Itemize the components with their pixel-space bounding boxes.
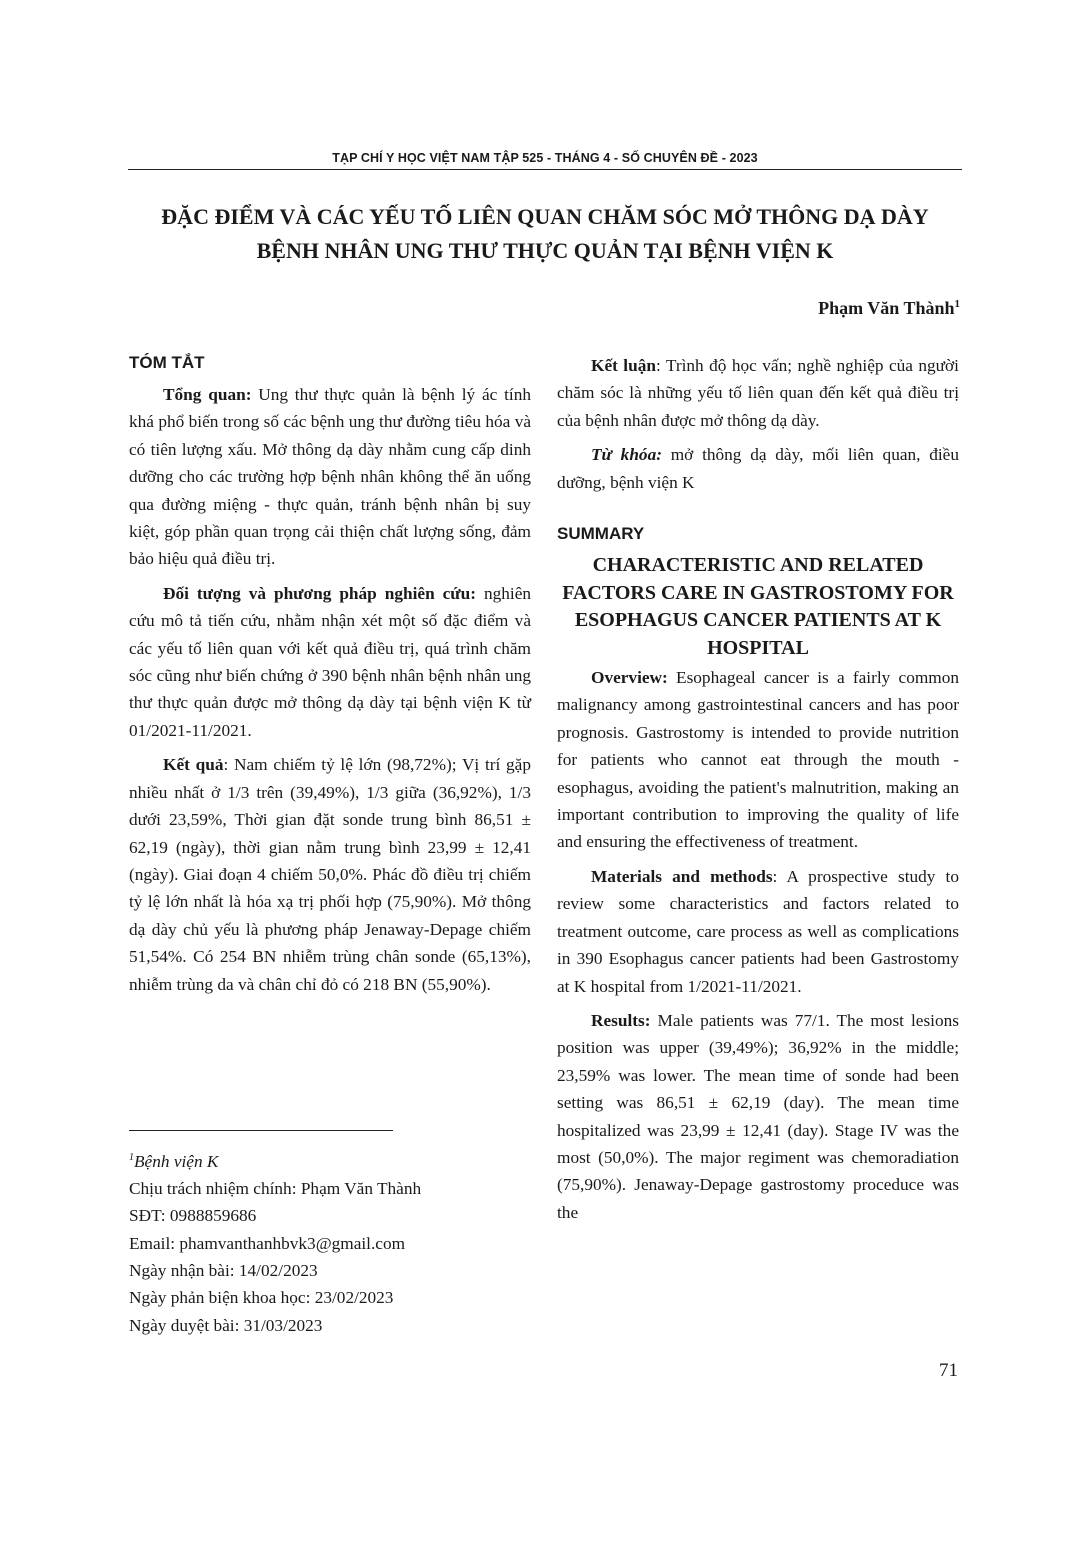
author-affiliation-mark: 1: [954, 298, 960, 310]
conclusion-label: Kết luận: [591, 356, 656, 375]
page-number: 71: [939, 1360, 958, 1381]
abstract-results: [129, 751, 531, 998]
results-label: Kết quả: [163, 755, 224, 775]
footnote-email: Email: phamvanthanhbvk3@gmail.com: [129, 1233, 406, 1253]
footnote-reviewed: Ngày phản biện khoa học: 23/02/2023: [129, 1288, 394, 1308]
summary-methods-text: : A prospective study to review some characteristics and factors related to treatment outcome, care process as well as complications in 390 Esophagus cancer patients had been Gastrostomy at K hospital from 1/2021-11/2021.: [557, 866, 959, 996]
results-text: : Nam chiếm tỷ lệ lớn (98,72%); Vị trí gặp nhiều nhất ở 1/3 trên (39,49%), 1/3 giữa (36,92%), 1/3 dưới 23,59%, Thời gian đặt sonde trung bình 86,51 ± 62,19 (ngày), thời gian nằm trung bình 23,99 ± 12,41 (ngày). Giai đoạn 4 chiếm 50,0%. Phác đồ điều trị chiếm tỷ lệ lớn nhất là hóa xạ trị phối hợp (75,90%). Mở thông dạ dày chủ yếu là phương pháp Jenaway-Depage chiếm 51,54%. Có 254 BN nhiễm trùng chân sonde (65,13%), nhiễm trùng da và chân chỉ đỏ có 218 BN (55,90%).: [129, 755, 531, 994]
title-line-1: ĐẶC ĐIỂM VÀ CÁC YẾU TỐ LIÊN QUAN CHĂM SÓC MỞ THÔNG DẠ DÀY: [161, 204, 929, 229]
affiliation-text: Bệnh viện K: [134, 1151, 219, 1171]
author-name-text: Phạm Văn Thành: [818, 298, 955, 318]
abstract-keywords: [557, 441, 959, 496]
right-column: [557, 352, 959, 1233]
summary-title: CHARACTERISTIC AND RELATED FACTORS CARE IN GASTROSTOMY FOR ESOPHAGUS CANCER PATIENTS AT K HOSPITAL: [562, 554, 954, 659]
summary-overview-label: Overview:: [591, 668, 668, 688]
conclusion-text: : Trình độ học vấn; nghề nghiệp của người chăm sóc là những yếu tố liên quan đến kết quả điều trị của bệnh nhân được mở thông dạ dày.: [557, 356, 959, 430]
abstract-methods: [129, 580, 531, 744]
footnote-phone: SĐT: 0988859686: [129, 1206, 257, 1226]
footnote-received: Ngày nhận bài: 14/02/2023: [129, 1260, 318, 1280]
methods-text: nghiên cứu mô tả tiến cứu, nhằm nhận xét một số đặc điểm và các yếu tố liên quan với kết quả điều trị, quá trình chăm sóc cũng như biến chứng ở 390 bệnh nhân bệnh nhân ung thư thực quản được mở thông dạ dày tại bệnh viện K từ 01/2021-11/2021.: [129, 583, 532, 740]
footnote-divider: [129, 1130, 393, 1131]
abstract-overview: [129, 381, 531, 573]
summary-results-text: Male patients was 77/1. The most lesions position was upper (39,49%); 36,92% in the middle; 23,59% was lower. The mean time of sonde had been setting was 86,51 ± 62,19 (day). The mean time hospitalized was 23,99 ± 12,41 (day). Stage IV was the most (50,0%). The major regiment was chemoradiation (75,90%). Jenaway-Depage gastrostomy proceduce was the: [557, 1010, 959, 1222]
footnote-accepted: Ngày duyệt bài: 31/03/2023: [129, 1315, 323, 1335]
summary-results: [557, 1007, 959, 1226]
overview-text: Ung thư thực quản là bệnh lý ác tính khá phổ biến trong số các bệnh ung thư đường tiêu hóa và có tiên lượng xấu. Mở thông dạ dày nhằm cung cấp dinh dưỡng cho các trường hợp bệnh nhân không thể ăn uống qua đường miệng - thực quản, tránh bệnh nhân bị suy kiệt, góp phần quan trọng cải thiện chất lượng sống, đảm bảo hiệu quả điều trị.: [129, 385, 531, 569]
affiliation-mark: 1: [129, 1152, 134, 1163]
abstract-conclusion: [557, 352, 959, 434]
summary-methods-label: Materials and methods: [591, 866, 773, 886]
footnote-responsible: Chịu trách nhiệm chính: Phạm Văn Thành: [129, 1179, 422, 1199]
keywords-text: mở thông dạ dày, mối liên quan, điều dưỡng, bệnh viện K: [557, 445, 959, 492]
abstract-heading: TÓM TẮT: [129, 353, 205, 372]
footnote-affiliation: [129, 1144, 549, 1175]
summary-results-label: Results:: [591, 1010, 651, 1030]
title-line-2: BỆNH NHÂN UNG THƯ THỰC QUẢN TẠI BỆNH VIỆN K: [256, 238, 834, 263]
footnotes: [129, 1144, 549, 1339]
left-column: [129, 350, 531, 1005]
summary-overview-text: Esophageal cancer is a fairly common malignancy among gastrointestinal cancers and has poor prognosis. Gastrostomy is intended to provide nutrition for patients who cannot eat through the mouth - esophagus, avoiding the patient's malnutrition, making an important contribution to improving the quality of life and ensuring the effectiveness of treatment.: [557, 668, 959, 852]
summary-heading: SUMMARY: [557, 524, 645, 544]
summary-overview: [557, 664, 959, 856]
article-title: [110, 200, 980, 268]
overview-label: Tổng quan:: [163, 385, 252, 404]
summary-methods: [557, 863, 959, 1000]
methods-label: Đối tượng và phương pháp nghiên cứu:: [163, 583, 477, 603]
author-name: [818, 298, 960, 319]
keywords-label: Từ khóa:: [591, 445, 662, 465]
header-divider: [128, 169, 962, 170]
journal-header: TẠP CHÍ Y HỌC VIỆT NAM TẬP 525 - THÁNG 4 - SỐ CHUYÊN ĐỀ - 2023: [332, 151, 758, 165]
